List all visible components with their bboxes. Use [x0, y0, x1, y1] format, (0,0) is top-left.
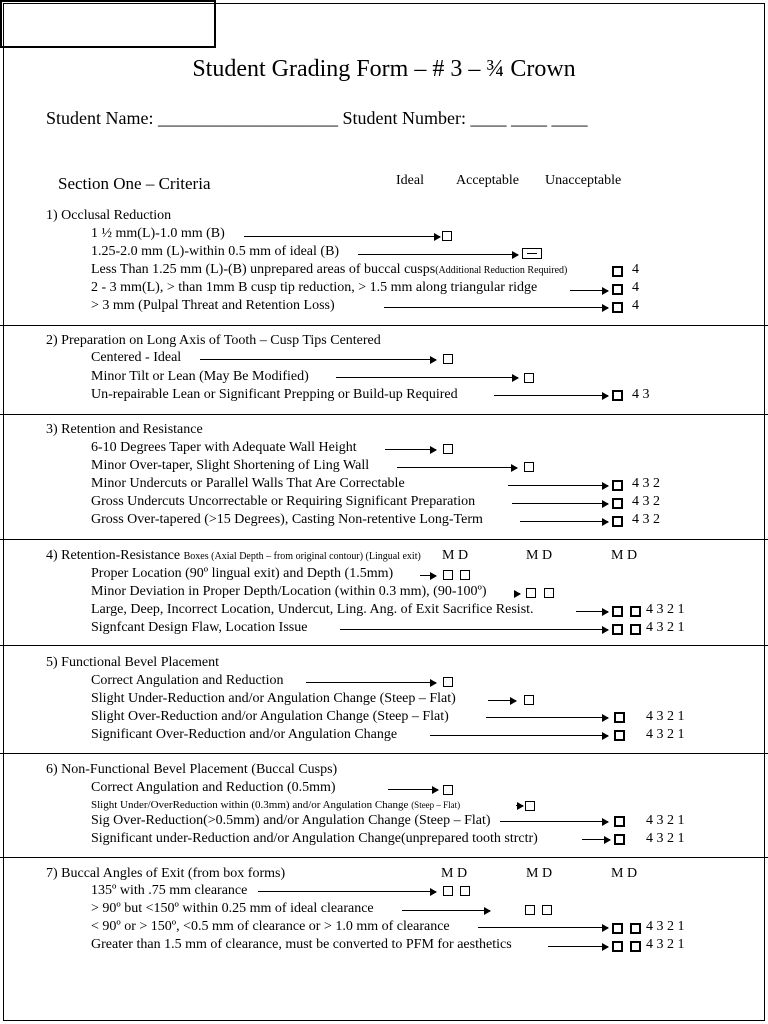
section-4-title: 4) Retention-Resistance Boxes (Axial Depth – from original contour) (Lingual exit) — [46, 548, 421, 563]
section-3-item-5: Gross Over-tapered (>15 Degrees), Casting Non-retentive Long-Term — [91, 512, 483, 527]
checkbox[interactable] — [612, 516, 623, 527]
arrow — [512, 503, 608, 504]
section-4-item-2: Minor Deviation in Proper Depth/Location (within 0.3 mm), (90-100º) — [91, 584, 487, 599]
score: 4 3 2 1 — [646, 919, 685, 934]
checkbox[interactable] — [612, 923, 623, 934]
arrow — [258, 891, 436, 892]
arrow — [244, 236, 440, 237]
checkbox[interactable] — [524, 373, 534, 383]
section-box — [0, 0, 216, 48]
checkbox[interactable] — [612, 390, 623, 401]
checkbox[interactable] — [443, 677, 453, 687]
section-3-item-3: Minor Undercuts or Parallel Walls That Are Correctable — [91, 476, 405, 491]
arrow — [358, 254, 518, 255]
section-1-item-5: > 3 mm (Pulpal Threat and Retention Loss) — [91, 298, 335, 313]
arrow — [500, 821, 608, 822]
score: 4 3 2 1 — [646, 813, 685, 828]
section-2-item-1: Centered - Ideal — [91, 350, 182, 365]
md-label: M D — [526, 548, 553, 563]
arrow — [397, 467, 517, 468]
arrow — [200, 359, 436, 360]
divider — [0, 753, 768, 754]
arrow — [420, 575, 436, 576]
checkbox[interactable] — [524, 462, 534, 472]
md-label: M D — [526, 866, 553, 881]
arrow — [340, 629, 608, 630]
section-1-item-3: Less Than 1.25 mm (L)-(B) unprepared areas of buccal cusps(Additional Reduction Required) — [91, 262, 568, 277]
divider — [0, 857, 768, 858]
checkbox[interactable] — [630, 606, 641, 617]
checkbox[interactable] — [614, 834, 625, 845]
section-7-title: 7) Buccal Angles of Exit (from box forms) — [46, 866, 286, 881]
section-6-item-3: Sig Over-Reduction(>0.5mm) and/or Angulation Change (Steep – Flat) — [91, 813, 491, 828]
score: 4 3 2 1 — [646, 602, 685, 617]
md-label: M D — [442, 548, 469, 563]
arrow — [576, 611, 608, 612]
section-2-item-2: Minor Tilt or Lean (May Be Modified) — [91, 369, 309, 384]
arrow — [520, 521, 608, 522]
checkbox[interactable] — [460, 570, 470, 580]
md-label: M D — [441, 866, 468, 881]
divider — [0, 645, 768, 646]
section-4-item-3: Large, Deep, Incorrect Location, Undercut, Ling. Ang. of Exit Sacrifice Resist. — [91, 602, 534, 617]
checkbox[interactable] — [525, 905, 535, 915]
checkbox[interactable] — [525, 801, 535, 811]
title-note: Boxes (Axial Depth – from original contour) (Lingual exit) — [183, 551, 421, 562]
score: 4 3 2 1 — [646, 620, 685, 635]
column-header-acceptable: Acceptable — [456, 173, 519, 188]
score: 4 3 2 — [632, 494, 660, 509]
divider — [0, 539, 768, 540]
section-5-item-2: Slight Under-Reduction and/or Angulation Change (Steep – Flat) — [91, 691, 456, 706]
checkbox[interactable] — [614, 712, 625, 723]
checkbox[interactable] — [443, 785, 453, 795]
arrow — [570, 290, 608, 291]
section-5-title: 5) Functional Bevel Placement — [46, 655, 220, 670]
md-label: M D — [611, 866, 638, 881]
checkbox[interactable] — [460, 886, 470, 896]
checkbox[interactable] — [526, 588, 536, 598]
section-2-item-3: Un-repairable Lean or Significant Prepping or Build-up Required — [91, 387, 458, 402]
section-3-title: 3) Retention and Resistance — [46, 422, 203, 437]
column-header-ideal: Ideal — [396, 173, 424, 188]
section-7-item-3: < 90º or > 150º, <0.5 mm of clearance or > 1.0 mm of clearance — [91, 919, 450, 934]
checkbox[interactable] — [442, 231, 452, 241]
score: 4 3 2 1 — [646, 937, 685, 952]
section-6-item-2: Slight Under/OverReduction within (0.3mm) and/or Angulation Change (Steep – Flat) — [91, 799, 461, 811]
checkbox[interactable] — [612, 480, 623, 491]
item-note: (Steep – Flat) — [411, 800, 461, 810]
score: 4 3 2 1 — [646, 709, 685, 724]
score: 4 — [632, 280, 639, 295]
arrow — [516, 805, 523, 806]
checkbox[interactable] — [522, 248, 542, 259]
arrow — [336, 377, 518, 378]
section-1-title: 1) Occlusal Reduction — [46, 208, 172, 223]
md-label: M D — [611, 548, 638, 563]
section-3-item-4: Gross Undercuts Uncorrectable or Requiring Significant Preparation — [91, 494, 476, 509]
section-label: Section One – Criteria — [58, 174, 211, 193]
checkbox[interactable] — [443, 354, 453, 364]
form-title: Student Grading Form – # 3 – ¾ Crown — [192, 56, 576, 82]
divider — [0, 414, 768, 415]
section-2-title: 2) Preparation on Long Axis of Tooth – Cusp Tips Centered — [46, 333, 381, 348]
note: (Additional Reduction Required) — [435, 265, 568, 276]
arrow — [385, 449, 436, 450]
arrow — [388, 789, 438, 790]
score: 4 — [632, 298, 639, 313]
arrow — [508, 485, 608, 486]
section-6-item-1: Correct Angulation and Reduction (0.5mm) — [91, 780, 336, 795]
section-5-item-3: Slight Over-Reduction and/or Angulation Change (Steep – Flat) — [91, 709, 449, 724]
section-4-item-1: Proper Location (90º lingual exit) and Depth (1.5mm) — [91, 566, 394, 581]
arrow — [430, 735, 608, 736]
arrow — [478, 927, 608, 928]
checkbox[interactable] — [630, 624, 641, 635]
section-6-title: 6) Non-Functional Bevel Placement (Buccal Cusps) — [46, 762, 338, 777]
checkbox[interactable] — [544, 588, 554, 598]
checkbox[interactable] — [630, 923, 641, 934]
checkbox[interactable] — [612, 498, 623, 509]
section-5-item-4: Significant Over-Reduction and/or Angulation Change — [91, 727, 398, 742]
score: 4 — [632, 262, 639, 277]
section-3-item-1: 6-10 Degrees Taper with Adequate Wall Height — [91, 440, 357, 455]
checkbox[interactable] — [630, 941, 641, 952]
checkbox[interactable] — [614, 730, 625, 741]
checkbox[interactable] — [443, 886, 453, 896]
score: 4 3 2 1 — [646, 831, 685, 846]
arrow — [548, 946, 608, 947]
checkbox[interactable] — [524, 695, 534, 705]
divider — [0, 325, 768, 326]
student-info-line: Student Name: ____________________ Student Number: ____ ____ ____ — [46, 108, 588, 128]
section-1-item-4: 2 - 3 mm(L), > than 1mm B cusp tip reduction, > 1.5 mm along triangular ridge — [91, 280, 538, 295]
section-4-item-4: Signfcant Design Flaw, Location Issue — [91, 620, 308, 635]
arrow — [514, 593, 520, 594]
arrow — [582, 839, 610, 840]
score: 4 3 2 1 — [646, 727, 685, 742]
checkbox[interactable] — [612, 302, 623, 313]
arrow — [384, 307, 608, 308]
arrow — [488, 700, 516, 701]
section-1-item-1: 1 ½ mm(L)-1.0 mm (B) — [91, 226, 225, 241]
checkbox[interactable] — [542, 905, 552, 915]
score: 4 3 2 — [632, 476, 660, 491]
checkbox[interactable] — [612, 941, 623, 952]
section-3-item-2: Minor Over-taper, Slight Shortening of Ling Wall — [91, 458, 370, 473]
section-5-item-1: Correct Angulation and Reduction — [91, 673, 284, 688]
section-7-item-2: > 90º but <150º within 0.25 mm of ideal clearance — [91, 901, 374, 916]
score: 4 3 2 — [632, 512, 660, 527]
checkbox[interactable] — [612, 284, 623, 295]
checkbox[interactable] — [612, 624, 623, 635]
checkbox[interactable] — [443, 570, 453, 580]
score: 4 3 — [632, 387, 650, 402]
arrow — [486, 717, 608, 718]
section-1-item-2: 1.25-2.0 mm (L)-within 0.5 mm of ideal (B) — [91, 244, 340, 259]
section-7-item-1: 135º with .75 mm clearance — [91, 883, 248, 898]
checkbox[interactable] — [612, 606, 623, 617]
arrow — [494, 395, 608, 396]
checkbox[interactable] — [443, 444, 453, 454]
checkbox[interactable] — [614, 816, 625, 827]
checkbox[interactable] — [612, 266, 623, 277]
arrow — [306, 682, 436, 683]
section-7-item-4: Greater than 1.5 mm of clearance, must be converted to PFM for aesthetics — [91, 937, 512, 952]
section-6-item-4: Significant under-Reduction and/or Angulation Change(unprepared tooth strctr) — [91, 831, 538, 846]
arrow — [402, 910, 490, 911]
column-header-unacceptable: Unacceptable — [545, 173, 622, 188]
